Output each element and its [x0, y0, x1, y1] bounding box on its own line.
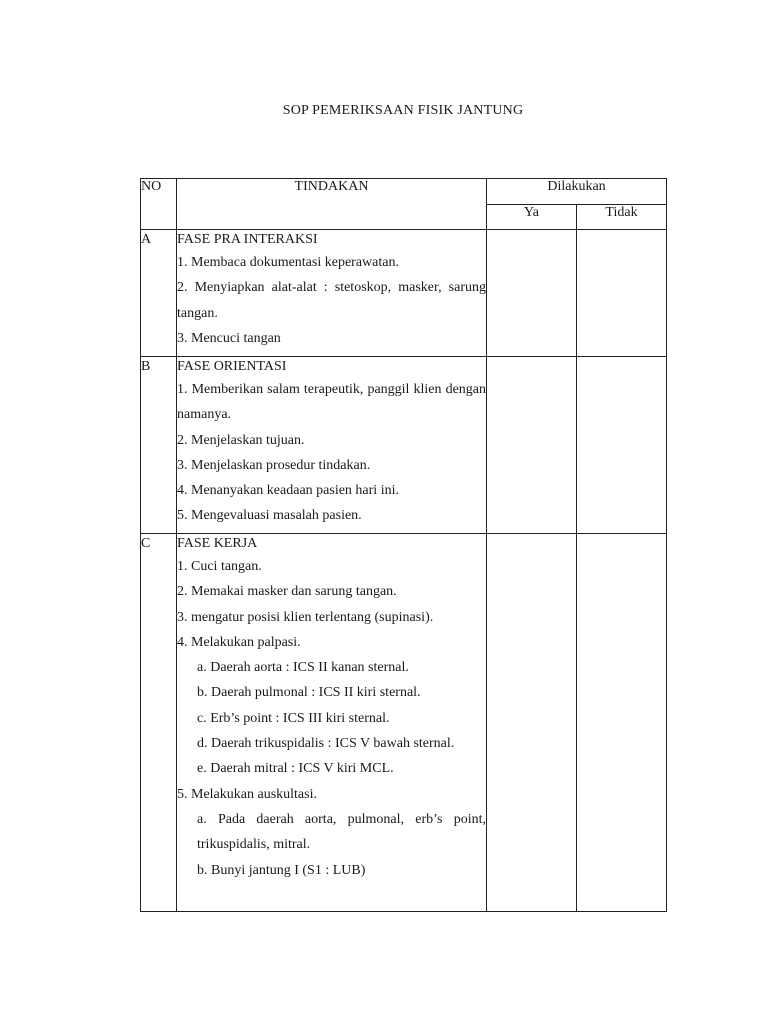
list-subitem: b. Daerah pulmonal : ICS II kiri sternal. — [197, 685, 421, 701]
header-row-top — [141, 179, 667, 205]
section-c-phase: FASE KERJA — [177, 536, 258, 551]
section-c-tidak-cell[interactable] — [577, 534, 667, 912]
list-item: 3. mengatur posisi klien terlentang (supinasi). — [177, 609, 434, 625]
list-item: 4. Melakukan palpasi. — [177, 634, 301, 650]
section-b-tidak-cell[interactable] — [577, 357, 667, 534]
section-a-phase: FASE PRA INTERAKSI — [177, 232, 318, 247]
list-item: 4. Menanyakan keadaan pasien hari ini. — [177, 483, 399, 499]
list-item: 1. Cuci tangan. — [177, 559, 262, 574]
list-item: 3. Mencuci tangan — [177, 330, 281, 346]
section-b-no: B — [141, 357, 177, 534]
header-tidak: Tidak — [577, 205, 667, 230]
section-a-ya-cell[interactable] — [487, 230, 577, 357]
document-title: SOP PEMERIKSAAN FISIK JANTUNG — [282, 103, 524, 118]
list-subitem: b. Bunyi jantung I (S1 : LUB) — [197, 862, 366, 878]
sop-table — [140, 178, 667, 912]
list-item: 2. Menjelaskan tujuan. — [177, 432, 305, 448]
header-dilakukan: Dilakukan — [487, 179, 667, 205]
list-subitem: d. Daerah trikuspidalis : ICS V bawah sternal. — [197, 736, 455, 752]
list-subitem: c. Erb’s point : ICS III kiri sternal. — [197, 710, 390, 726]
list-item: 2. Memakai masker dan sarung tangan. — [177, 584, 397, 600]
list-subitem: e. Daerah mitral : ICS V kiri MCL. — [197, 761, 394, 777]
section-a-actions — [177, 230, 487, 357]
list-subitem: a. Daerah aorta : ICS II kanan sternal. — [197, 660, 409, 676]
list-item: 2. Menyiapkan alat-alat : stetoskop, masker, sarung tangan. — [177, 280, 486, 321]
section-c-actions — [177, 534, 487, 912]
section-a-tidak-cell[interactable] — [577, 230, 667, 357]
header-tindakan: TINDAKAN — [177, 179, 487, 230]
list-item: 1. Memberikan salam terapeutik, panggil klien dengan namanya. — [177, 382, 486, 423]
section-c-no: C — [141, 534, 177, 912]
section-b-actions — [177, 357, 487, 534]
table-row-section-a — [141, 230, 667, 357]
table-row-section-c — [141, 534, 667, 912]
list-item: 1. Membaca dokumentasi keperawatan. — [177, 255, 399, 270]
list-subitem: a. Pada daerah aorta, pulmonal, erb’s point, trikuspidalis, mitral. — [197, 811, 486, 853]
table-row-section-b — [141, 357, 667, 534]
section-c-ya-cell[interactable] — [487, 534, 577, 912]
section-b-phase: FASE ORIENTASI — [177, 359, 287, 374]
section-a-no: A — [141, 230, 177, 357]
list-item: 3. Menjelaskan prosedur tindakan. — [177, 457, 371, 473]
list-item: 5. Melakukan auskultasi. — [177, 786, 317, 802]
list-item: 5. Mengevaluasi masalah pasien. — [177, 508, 362, 524]
header-no: NO — [141, 179, 177, 230]
header-ya: Ya — [487, 205, 577, 230]
section-b-ya-cell[interactable] — [487, 357, 577, 534]
